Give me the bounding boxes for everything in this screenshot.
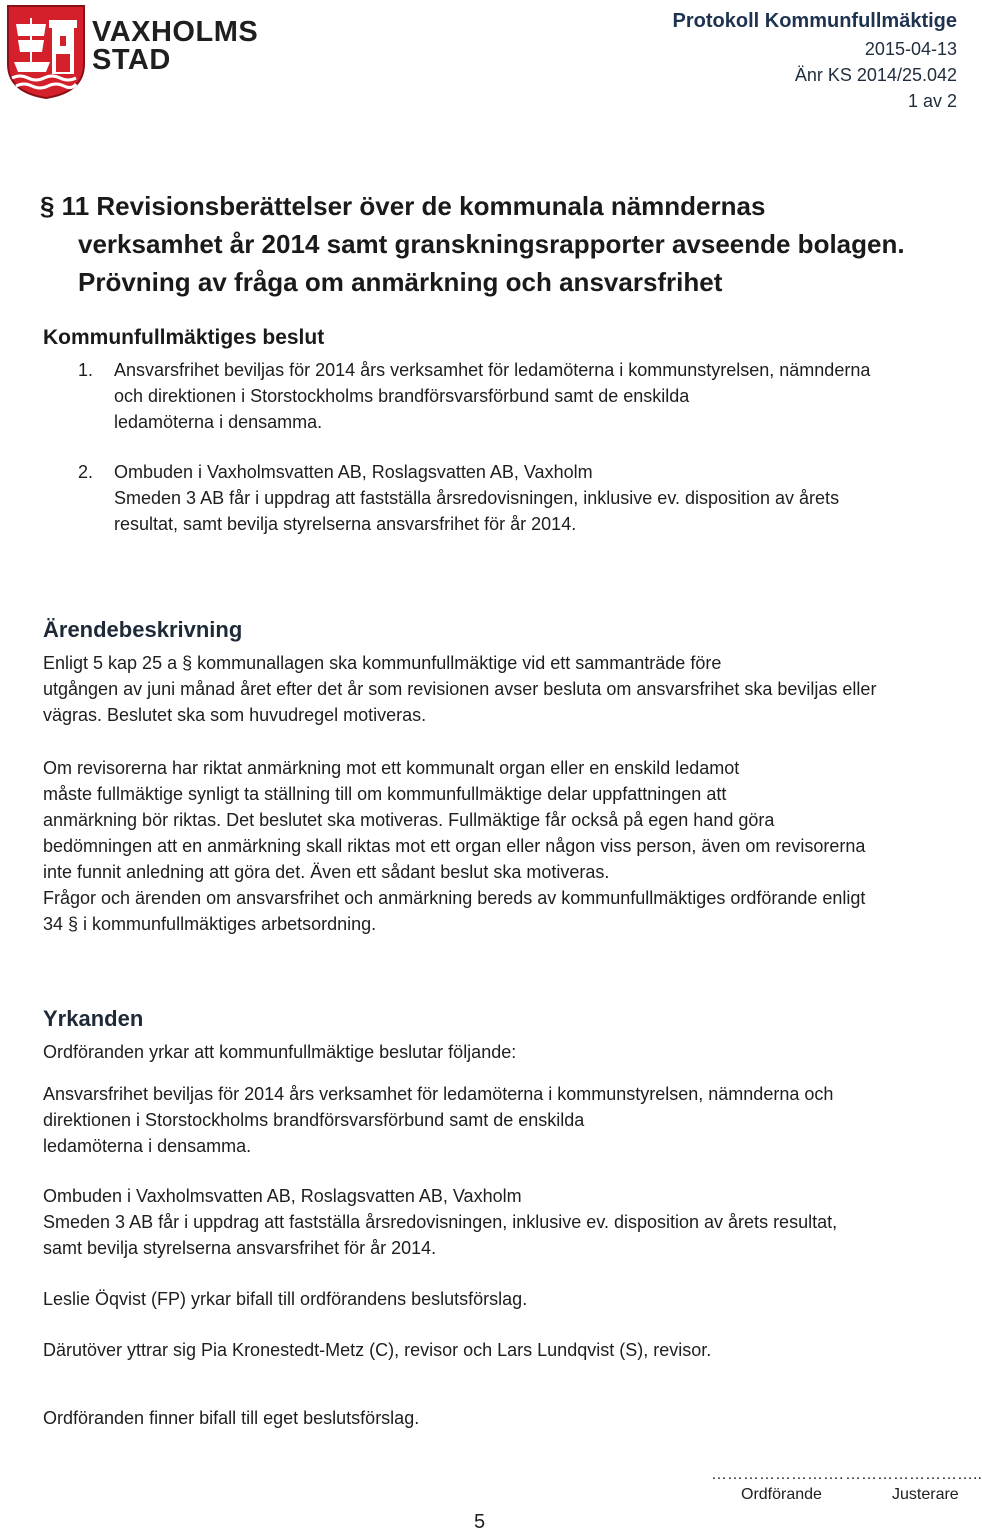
paragraph-line: Ordföranden finner bifall till eget beslutsförslag.: [43, 1408, 420, 1428]
chair-signature-line: …………………….: [711, 1466, 844, 1483]
paragraph-line: utgången av juni månad året efter det år som revisionen avser besluta om ansvarsfrihet ska beviljas eller: [43, 679, 877, 699]
paragraph-line: samt bevilja styrelserna ansvarsfrihet för år 2014.: [43, 1238, 437, 1258]
case-number: Änr KS 2014/25.042: [794, 65, 957, 85]
paragraph-line: ledamöterna i densamma.: [43, 1136, 252, 1156]
page-info: 1 av 2: [907, 91, 957, 111]
section-heading: [40, 187, 905, 301]
decision-item-line: resultat, samt bevilja styrelserna ansvarsfrihet för år 2014.: [114, 514, 577, 534]
description-paragraph-2: [43, 755, 958, 937]
decision-item-2: [78, 459, 953, 537]
decision-item-1: [78, 357, 953, 435]
page-number: 5: [474, 1511, 486, 1533]
paragraph-line: Enligt 5 kap 25 a § kommunallagen ska kommunfullmäktige vid ett sammanträde före: [43, 653, 722, 673]
document-title: Protokoll Kommunfullmäktige: [672, 10, 957, 32]
adjuster-signature-label: Justerare: [892, 1486, 959, 1503]
decision-item-line: Smeden 3 AB får i uppdrag att fastställa årsredovisningen, inklusive ev. disposition av årets: [114, 488, 840, 508]
paragraph-line: vägras. Beslutet ska som huvudregel motiveras.: [43, 705, 427, 725]
document-date: 2015-04-13: [864, 39, 957, 59]
decision-item-line: ledamöterna i densamma.: [114, 412, 323, 432]
paragraph-line: Leslie Öqvist (FP) yrkar bifall till ordförandens beslutsförslag.: [43, 1289, 528, 1309]
vaxholm-coat-of-arms-logo: [6, 4, 86, 100]
description-paragraph-1: [43, 650, 958, 728]
decision-item-line: Ansvarsfrihet beviljas för 2014 års verksamhet för ledamöterna i kommunstyrelsen, nämnderna: [114, 360, 871, 380]
decision-item-number: 2.: [78, 462, 94, 482]
decision-item-number: 1.: [78, 360, 94, 380]
logo-wordmark: [92, 18, 258, 74]
paragraph-line: Smeden 3 AB får i uppdrag att fastställa årsredovisningen, inklusive ev. disposition av årets resultat,: [43, 1212, 838, 1232]
paragraph-line: måste fullmäktige synligt ta ställning till om kommunfullmäktige delar uppfattningen att: [43, 784, 727, 804]
paragraph-line: Därutöver yttrar sig Pia Kronestedt-Metz (C), revisor och Lars Lundqvist (S), revisor.: [43, 1340, 712, 1360]
paragraph-line: anmärkning bör riktas. Det beslutet ska motiveras. Fullmäktige får också på egen hand göra: [43, 810, 775, 830]
motions-paragraph-3: [43, 1286, 958, 1312]
chair-signature-label: Ordförande: [741, 1486, 822, 1503]
paragraph-line: Frågor och ärenden om ansvarsfrihet och anmärkning bereds av kommunfullmäktiges ordförande enligt: [43, 888, 866, 908]
paragraph-line: Ansvarsfrihet beviljas för 2014 års verksamhet för ledamöterna i kommunstyrelsen, nämnderna och: [43, 1084, 834, 1104]
heading-line-2: verksamhet år 2014 samt granskningsrapporter avseende bolagen.: [78, 229, 905, 259]
paragraph-line: Om revisorerna har riktat anmärkning mot ett kommunalt organ eller en enskild ledamot: [43, 758, 740, 778]
logo-line-2: STAD: [92, 44, 171, 76]
motions-paragraph-1: [43, 1081, 958, 1159]
decision-item-line: och direktionen i Storstockholms brandförsvarsförbund samt de enskilda: [114, 386, 690, 406]
adjuster-signature-line: ……………………..: [845, 1466, 982, 1483]
decision-title: Kommunfullmäktiges beslut: [43, 326, 325, 349]
heading-line-3: Prövning av fråga om anmärkning och ansvarsfrihet: [78, 267, 723, 297]
description-title: Ärendebeskrivning: [43, 617, 243, 642]
paragraph-line: direktionen i Storstockholms brandförsvarsförbund samt de enskilda: [43, 1110, 585, 1130]
motions-title: Yrkanden: [43, 1006, 144, 1031]
motions-paragraph-5: [43, 1405, 958, 1431]
heading-line-1: § 11 Revisionsberättelser över de kommunala nämndernas: [40, 191, 766, 221]
paragraph-line: 34 § i kommunfullmäktiges arbetsordning.: [43, 914, 377, 934]
paragraph-line: inte funnit anledning att göra det. Även ett sådant beslut ska motiveras.: [43, 862, 610, 882]
paragraph-line: Ombuden i Vaxholmsvatten AB, Roslagsvatten AB, Vaxholm: [43, 1186, 522, 1206]
paragraph-line: bedömningen att en anmärkning skall riktas mot ett organ eller någon viss person, även om revisorerna: [43, 836, 866, 856]
motions-paragraph-4: [43, 1337, 958, 1363]
motions-intro: Ordföranden yrkar att kommunfullmäktige beslutar följande:: [43, 1042, 517, 1062]
decision-item-line: Ombuden i Vaxholmsvatten AB, Roslagsvatten AB, Vaxholm: [114, 462, 593, 482]
logo-line-1: VAXHOLMS: [92, 16, 259, 48]
motions-paragraph-2: [43, 1183, 958, 1261]
